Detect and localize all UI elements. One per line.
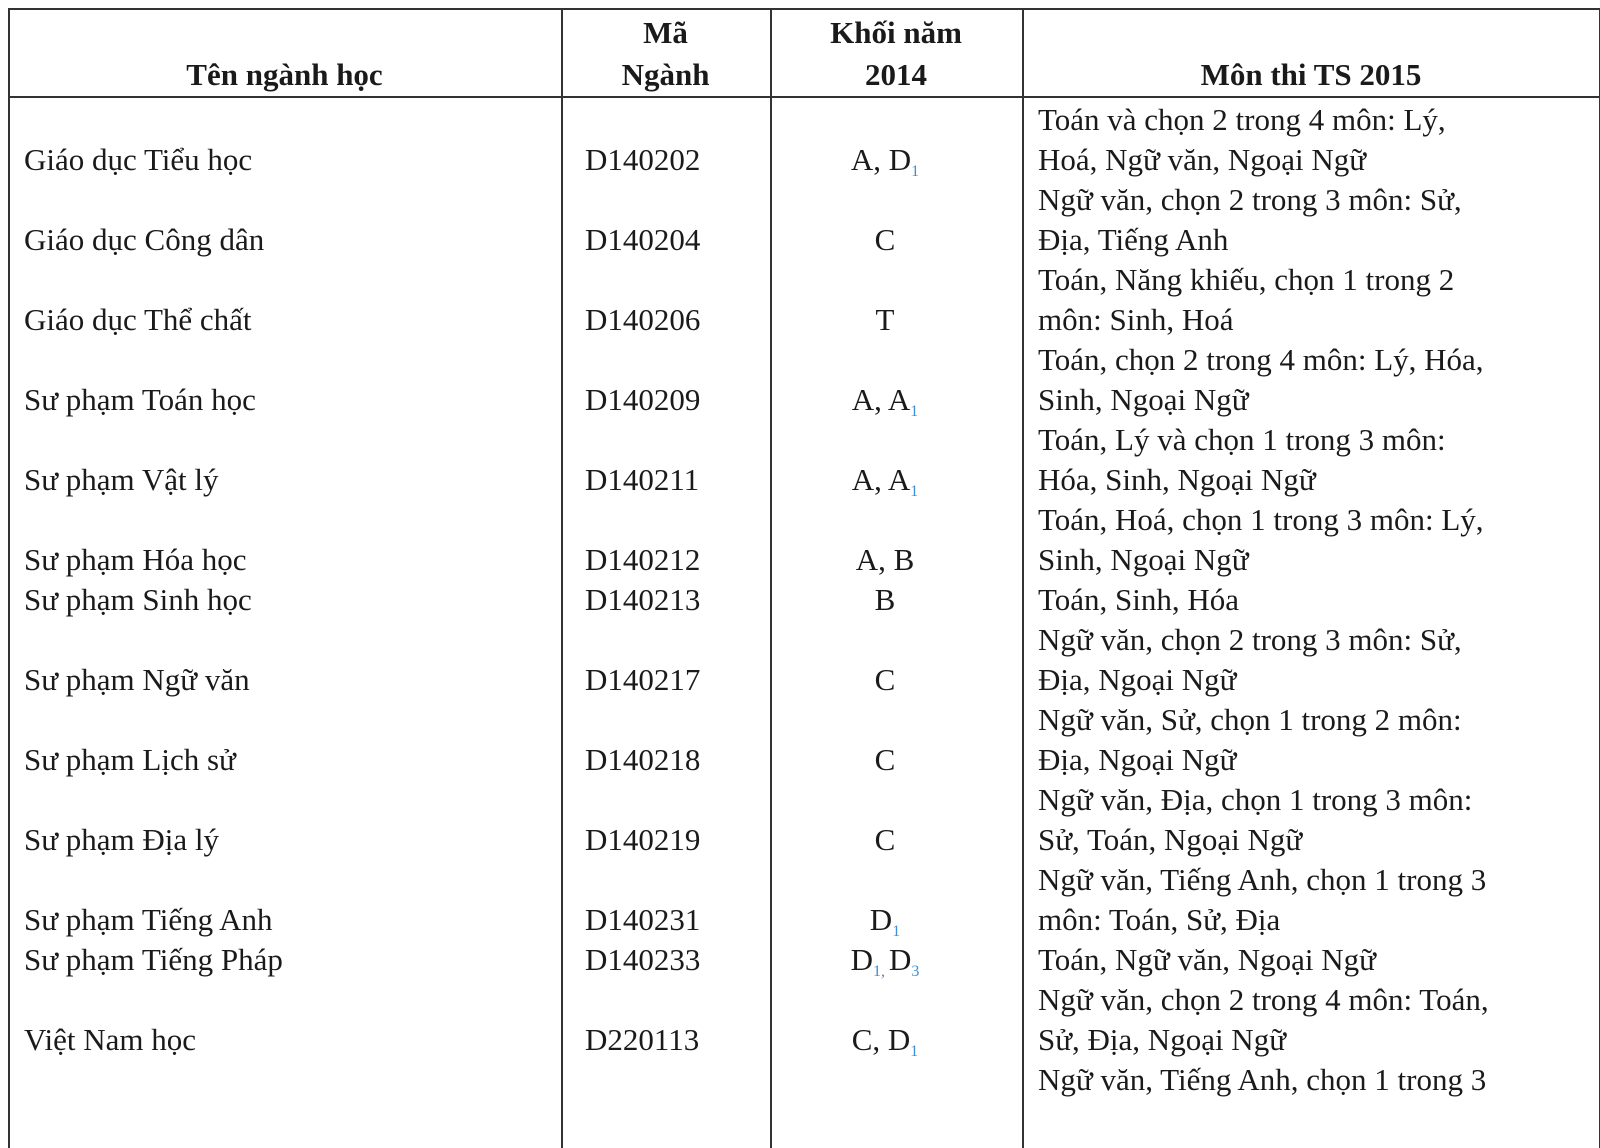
exam-block-letter: B [874, 582, 896, 617]
header-code-line1: Mã [643, 15, 688, 50]
table-row [0, 940, 1600, 980]
exam-block [820, 220, 950, 260]
exam-subjects-line: Toán, Ngữ văn, Ngoại Ngữ [1038, 942, 1376, 977]
exam-subjects-line: Hóa, Sinh, Ngoại Ngữ [1038, 462, 1316, 497]
exam-block-subscript: 1, [873, 963, 889, 980]
exam-block-letter: C [874, 662, 896, 697]
exam-block-letter: C [874, 822, 896, 857]
exam-block-letter: A, B [855, 542, 915, 577]
header-khoi-line2: 2014 [865, 57, 927, 92]
exam-block [820, 540, 950, 580]
exam-subjects-line: Ngữ văn, chọn 2 trong 3 môn: Sử, [1038, 622, 1462, 657]
exam-subjects-line: Địa, Ngoại Ngữ [1038, 662, 1237, 697]
major-name: Sư phạm Địa lý [24, 822, 220, 857]
exam-block-letter: D [850, 942, 873, 977]
major-name: Sư phạm Sinh học [24, 582, 252, 617]
exam-subjects-line: Sử, Toán, Ngoại Ngữ [1038, 822, 1303, 857]
exam-subjects-line: môn: Toán, Sử, Địa [1038, 902, 1281, 937]
table-row [0, 100, 1600, 180]
header-name: Tên ngành học [186, 57, 383, 92]
exam-block-letter: T [875, 302, 895, 337]
major-name: Sư phạm Lịch sử [24, 742, 236, 777]
major-code: D140211 [585, 462, 700, 497]
exam-block-subscript: 1 [892, 923, 901, 940]
table-row [0, 700, 1600, 780]
major-code: D140231 [585, 902, 701, 937]
exam-block-subscript: 1 [910, 483, 919, 500]
major-code: D140202 [585, 142, 701, 177]
exam-subjects-line: Sử, Địa, Ngoại Ngữ [1038, 1022, 1286, 1057]
major-code: D140213 [585, 582, 701, 617]
exam-subjects-line: Ngữ văn, Tiếng Anh, chọn 1 trong 3 [1038, 862, 1487, 897]
exam-subjects-line: Ngữ văn, chọn 2 trong 3 môn: Sử, [1038, 182, 1462, 217]
exam-subjects-line: Toán, Hoá, chọn 1 trong 3 môn: Lý, [1038, 502, 1484, 537]
exam-subjects-line: Toán, Năng khiếu, chọn 1 trong 2 [1038, 262, 1455, 297]
major-code: D140209 [585, 382, 701, 417]
table-row [0, 580, 1600, 620]
exam-subjects-line: Toán và chọn 2 trong 4 môn: Lý, [1038, 102, 1446, 137]
major-name: Sư phạm Tiếng Pháp [24, 942, 283, 977]
exam-subjects-line: Toán, chọn 2 trong 4 môn: Lý, Hóa, [1038, 342, 1484, 377]
table-row [0, 620, 1600, 700]
table-row [0, 340, 1600, 420]
exam-block [820, 820, 950, 860]
exam-block-letter: A, D [850, 142, 912, 177]
major-name: Sư phạm Ngữ văn [24, 662, 250, 697]
table-row [0, 860, 1600, 940]
header-khoi-line1: Khối năm [830, 15, 962, 50]
major-code: D140212 [585, 542, 701, 577]
exam-subjects-line: môn: Sinh, Hoá [1038, 302, 1234, 337]
table-row [0, 500, 1600, 580]
header-divider [8, 96, 1600, 98]
exam-subjects-line: Toán, Sinh, Hóa [1038, 582, 1240, 617]
major-name: Giáo dục Thể chất [24, 302, 252, 337]
major-code: D140219 [585, 822, 701, 857]
table-row [0, 1060, 1600, 1100]
header-mon: Môn thi TS 2015 [1200, 57, 1422, 92]
major-code: D140233 [585, 942, 701, 977]
table-row [0, 420, 1600, 500]
exam-block [820, 660, 950, 700]
major-code: D140218 [585, 742, 701, 777]
exam-block-subscript: 1 [910, 1043, 919, 1060]
exam-block-letter: D [869, 902, 893, 937]
exam-subjects-line: Ngữ văn, Tiếng Anh, chọn 1 trong 3 [1038, 1062, 1487, 1097]
exam-subjects-line: Địa, Tiếng Anh [1038, 222, 1229, 257]
exam-subjects-line: Ngữ văn, Địa, chọn 1 trong 3 môn: [1038, 782, 1473, 817]
exam-subjects-line: Sinh, Ngoại Ngữ [1038, 542, 1249, 577]
exam-block-letter: A, A [851, 382, 911, 417]
exam-subjects-line: Địa, Ngoại Ngữ [1038, 742, 1237, 777]
major-code: D140206 [585, 302, 701, 337]
exam-block [820, 580, 950, 620]
exam-block [820, 300, 950, 340]
exam-block-subscript: 3 [911, 963, 920, 980]
major-name: Sư phạm Vật lý [24, 462, 219, 497]
exam-subjects-line: Sinh, Ngoại Ngữ [1038, 382, 1249, 417]
major-name: Giáo dục Tiểu học [24, 142, 253, 177]
exam-subjects-line: Ngữ văn, Sử, chọn 1 trong 2 môn: [1038, 702, 1462, 737]
exam-block [820, 740, 950, 780]
table-row [0, 260, 1600, 340]
table-row [0, 180, 1600, 260]
exam-block-letter: C [874, 742, 896, 777]
exam-subjects-line: Ngữ văn, chọn 2 trong 4 môn: Toán, [1038, 982, 1489, 1017]
major-name: Sư phạm Tiếng Anh [24, 902, 273, 937]
exam-block-letter: D [889, 942, 912, 977]
major-name: Việt Nam học [24, 1022, 197, 1057]
exam-subjects-line: Hoá, Ngữ văn, Ngoại Ngữ [1038, 142, 1367, 177]
exam-block-letter: C, D [851, 1022, 911, 1057]
exam-block-subscript: 1 [911, 163, 920, 180]
major-name: Sư phạm Toán học [24, 382, 256, 417]
exam-block-subscript: 1 [910, 403, 919, 420]
exam-subjects-line: Toán, Lý và chọn 1 trong 3 môn: [1038, 422, 1446, 457]
major-code: D220113 [585, 1022, 700, 1057]
major-code: D140204 [585, 222, 701, 257]
exam-block-letter: C [874, 222, 896, 257]
exam-block-letter: A, A [851, 462, 911, 497]
major-name: Giáo dục Công dân [24, 222, 265, 257]
table-row [0, 780, 1600, 860]
major-code: D140217 [585, 662, 701, 697]
major-name: Sư phạm Hóa học [24, 542, 247, 577]
table-row [0, 980, 1600, 1060]
header-code-line2: Ngành [621, 57, 710, 92]
